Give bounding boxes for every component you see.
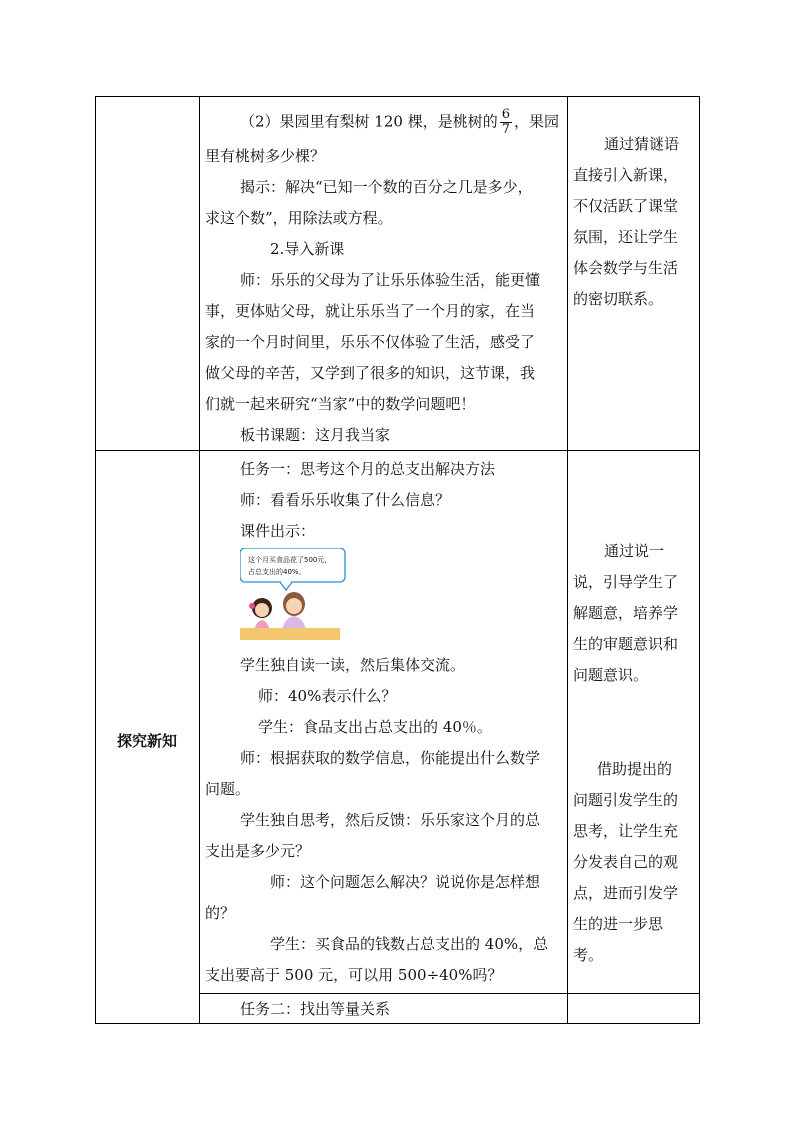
teacher-how-line-2: 的？ [205,904,236,922]
board-title: 板书课题：这月我当家 [240,426,391,444]
side-note-1-line-4: 氛围，还让学生 [573,228,679,246]
side-note-1-line-1: 通过猜谜语 [604,135,680,153]
table-border-top [95,96,700,97]
fraction-denominator: 7 [501,122,510,137]
reveal-line-1: 揭示：解决“已知一个数的百分之几是多少， [240,178,533,196]
bubble-text-line-2: 占总支出的40%。 [248,568,306,576]
teacher-question-line-2: 问题。 [205,780,251,798]
student-think-line-2: 支出是多少元？ [205,842,311,860]
step-2-heading: 2.导入新课 [270,240,345,258]
teacher-intro-line-4: 做父母的辛苦，又学到了很多的知识，这节课，我 [205,364,536,382]
teacher-intro-line-2: 事，更体贴父母，就让乐乐当了一个月的家，在当 [205,302,536,320]
side-note-3-line-5: 点，进而引发学 [573,884,679,902]
student-answer-line-1: 学生：买食品的钱数占总支出的 40%，总 [270,935,549,953]
teacher-intro-line-5: 们就一起来研究“当家”中的数学问题吧！ [205,395,476,413]
student-think-line-1: 学生独自思考，然后反馈：乐乐家这个月的总 [240,811,541,829]
table-col-divider-1 [199,96,200,1024]
table-row-divider-2 [199,993,700,994]
bubble-text-line-1: 这个月买食品花了500元， [248,556,332,564]
question-2-text-end: ，果园 [514,112,560,131]
task-2-heading: 任务二：找出等量关系 [240,1000,391,1018]
table-border-left [95,96,96,1024]
question-2-text: （2）果园里有梨树 120 棵，是桃树的 [240,112,498,131]
teacher-how-line-1: 师：这个问题怎么解决？说说你是怎样想 [270,873,541,891]
side-note-3-line-1: 借助提出的 [597,760,673,778]
side-note-1-line-3: 不仅活跃了课堂 [573,197,679,215]
side-note-2-line-1: 通过说一 [604,542,665,560]
teacher-intro-line-1: 师：乐乐的父母为了让乐乐体验生活，能更懂 [240,271,541,289]
table-row-divider-1 [95,450,700,451]
fraction [500,108,512,137]
side-note-3-line-6: 生的进一步思 [573,915,664,933]
side-note-3-line-2: 问题引发学生的 [573,791,679,809]
question-2-line-2: 里有桃树多少棵？ [205,147,326,165]
table-border-right [699,96,700,1024]
side-note-1-line-6: 的密切联系。 [573,290,664,308]
question-2-line-1 [240,108,559,137]
read-instruction: 学生独自读一读，然后集体交流。 [240,656,466,674]
courseware-label: 课件出示： [240,522,316,540]
table-col-divider-2 [567,96,568,1024]
side-note-2-line-3: 解题意，培养学 [573,604,679,622]
task-1-heading: 任务一：思考这个月的总支出解决方法 [240,460,496,478]
teacher-question-line-1: 师：根据获取的数学信息，你能提出什么数学 [240,749,541,767]
table-border-bottom [95,1023,700,1024]
teacher-40-question: 师：40%表示什么？ [258,687,397,705]
side-note-3-line-3: 思考，让学生充 [573,822,679,840]
side-note-2-line-5: 问题意识。 [573,666,649,684]
fraction-numerator: 6 [501,107,510,122]
side-note-2-line-4: 生的审题意识和 [573,635,679,653]
side-note-1-line-2: 直接引入新课， [573,166,679,184]
section-label: 探究新知 [116,732,177,750]
teacher-ask-info: 师：看看乐乐收集了什么信息？ [240,491,451,509]
student-answer-line-2: 支出要高于 500 元，可以用 500÷40%吗？ [205,966,503,984]
side-note-3-line-7: 考。 [573,946,604,964]
teacher-intro-line-3: 家的一个月时间里，乐乐不仅体验了生活，感受了 [205,333,536,351]
side-note-2-line-2: 说，引导学生了 [573,573,679,591]
student-40-answer: 学生：食品支出占总支出的 40％。 [258,718,492,736]
side-note-1-line-5: 体会数学与生活 [573,259,679,277]
reveal-line-2: 求这个数”，用除法或方程。 [205,209,393,227]
side-note-3-line-4: 分发表自己的观 [573,853,679,871]
